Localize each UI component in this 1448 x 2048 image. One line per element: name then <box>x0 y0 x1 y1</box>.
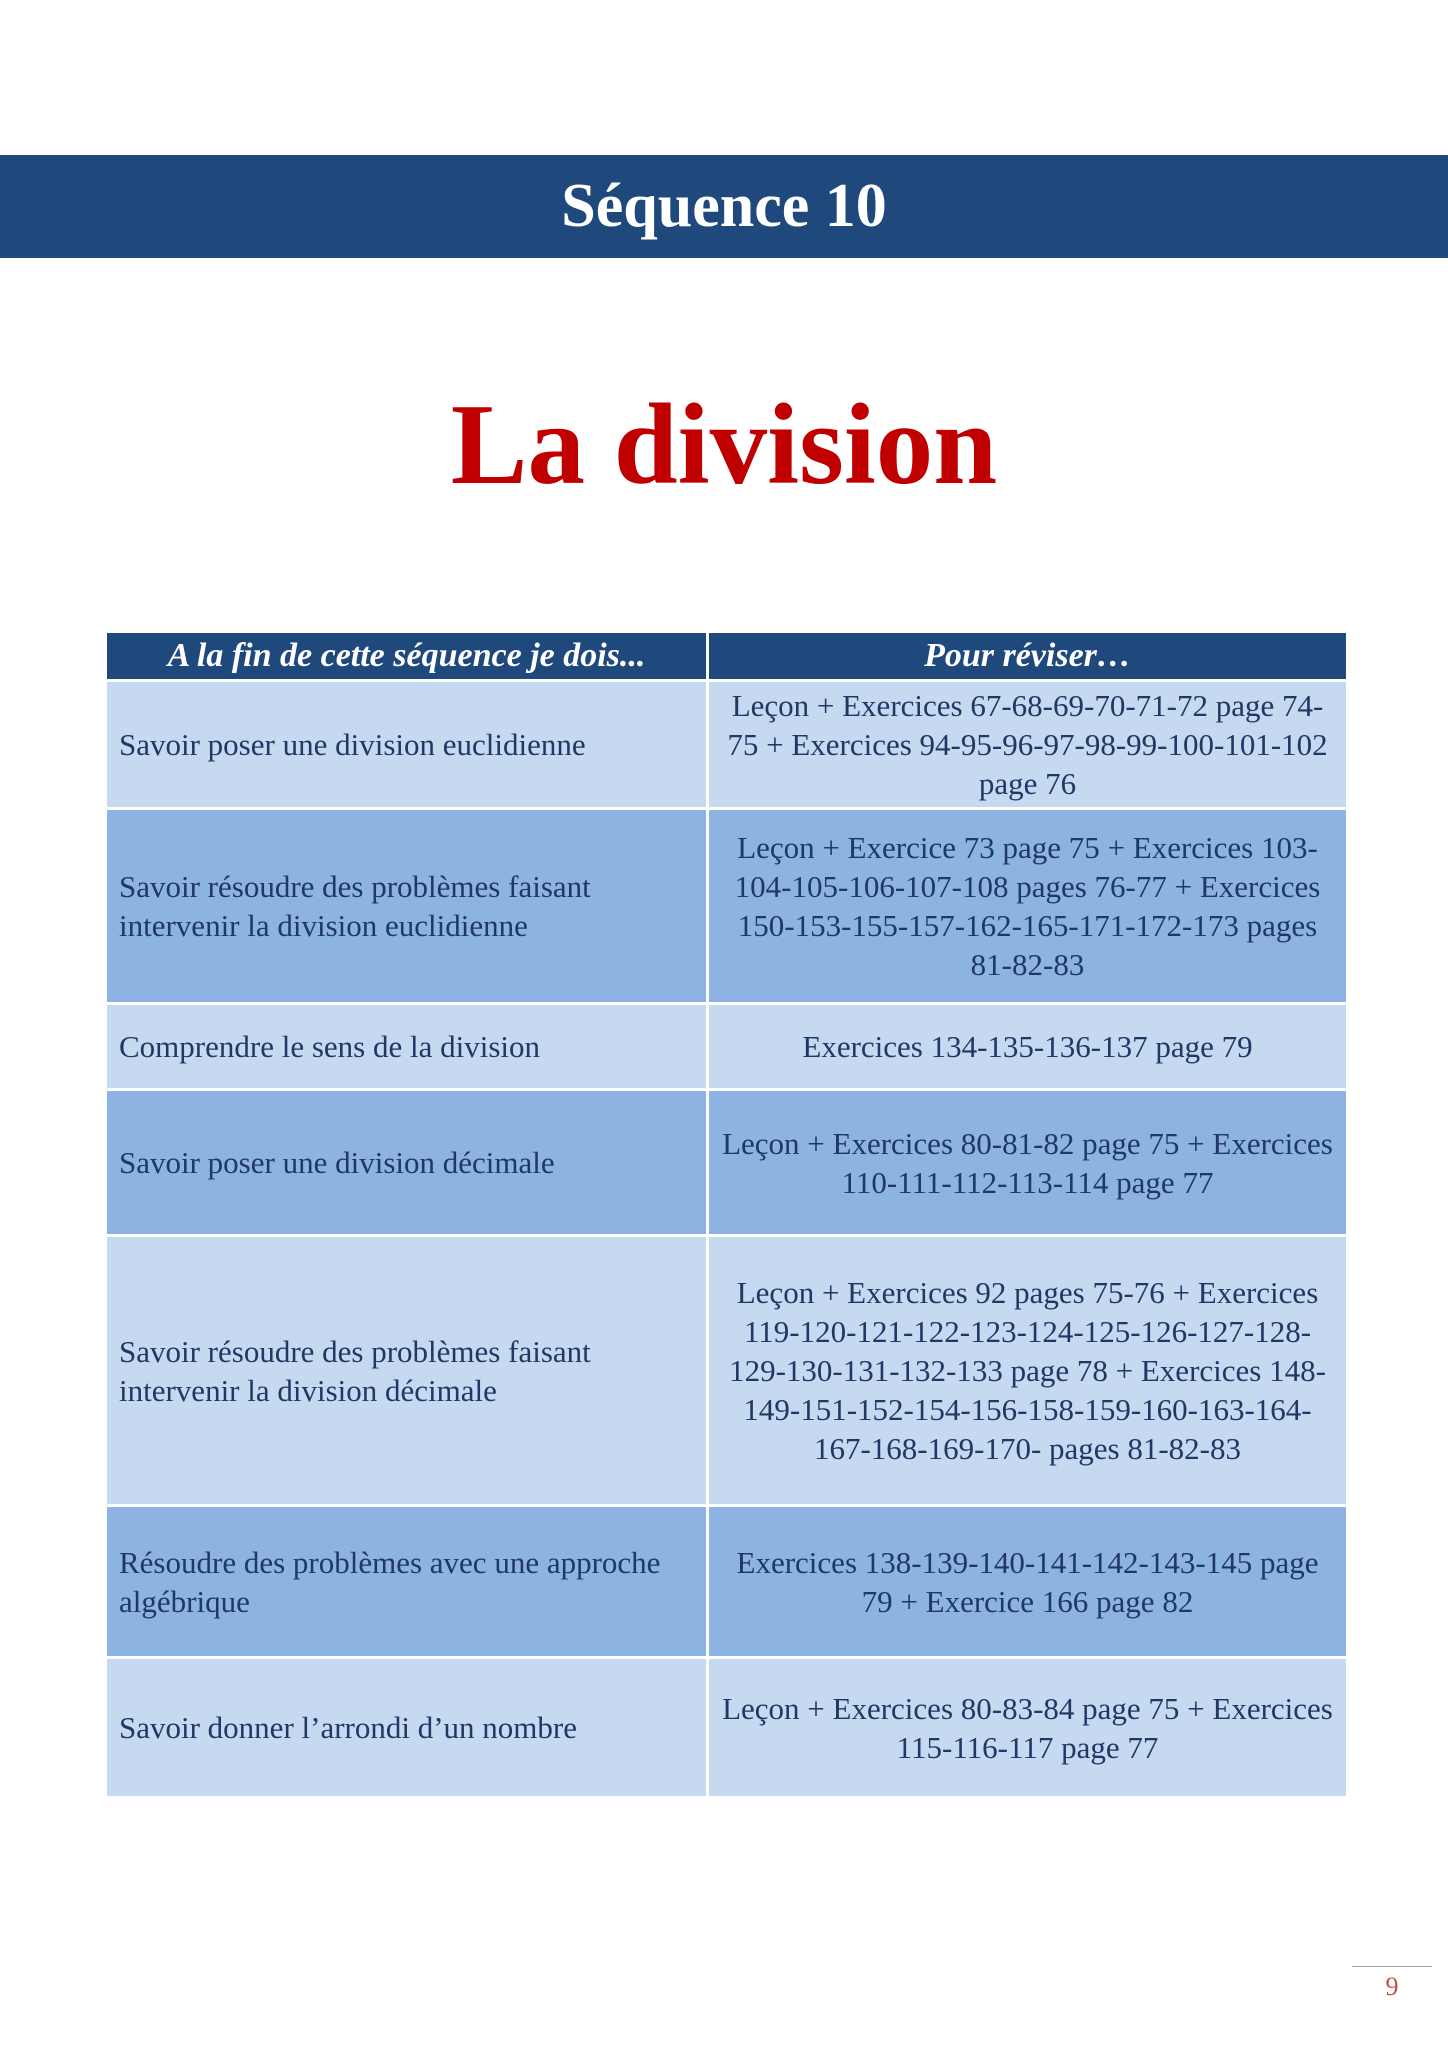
revise-cell: Leçon + Exercices 80-81-82 page 75 + Exercices 110-111-112-113-114 page 77 <box>708 1090 1348 1236</box>
revise-cell: Leçon + Exercices 67-68-69-70-71-72 page 74-75 + Exercices 94-95-96-97-98-99-100-101-102 page 76 <box>708 681 1348 809</box>
objective-cell: Savoir poser une division décimale <box>106 1090 708 1236</box>
revise-cell: Exercices 138-139-140-141-142-143-145 page 79 + Exercice 166 page 82 <box>708 1506 1348 1658</box>
footer-divider <box>1352 1966 1432 1967</box>
revise-cell: Leçon + Exercice 73 page 75 + Exercices 103-104-105-106-107-108 pages 76-77 + Exercices 150-153-155-157-162-165-171-172-173 pages 81-82-83 <box>708 809 1348 1004</box>
objective-cell: Savoir résoudre des problèmes faisant intervenir la division décimale <box>106 1236 708 1506</box>
table-row <box>106 1004 1348 1090</box>
revise-cell: Exercices 134-135-136-137 page 79 <box>708 1004 1348 1090</box>
header-objectives: A la fin de cette séquence je dois... <box>106 632 708 681</box>
sequence-label: Séquence 10 <box>561 172 887 240</box>
table-row <box>106 1506 1348 1658</box>
page-number: 9 <box>1385 1972 1399 2001</box>
table-row <box>106 681 1348 809</box>
table-row <box>106 1236 1348 1506</box>
sequence-banner <box>0 155 1448 258</box>
table-row <box>106 809 1348 1004</box>
revise-cell: Leçon + Exercices 80-83-84 page 75 + Exercices 115-116-117 page 77 <box>708 1658 1348 1798</box>
table-header-row <box>106 632 1348 681</box>
objective-cell: Résoudre des problèmes avec une approche algébrique <box>106 1506 708 1658</box>
page-title: La division <box>450 381 998 508</box>
table-row <box>106 1658 1348 1798</box>
header-revise: Pour réviser… <box>708 632 1348 681</box>
objective-cell: Savoir donner l’arrondi d’un nombre <box>106 1658 708 1798</box>
objective-cell: Savoir résoudre des problèmes faisant intervenir la division euclidienne <box>106 809 708 1004</box>
objectives-table <box>104 630 1349 1799</box>
objective-cell: Comprendre le sens de la division <box>106 1004 708 1090</box>
objective-cell: Savoir poser une division euclidienne <box>106 681 708 809</box>
table-row <box>106 1090 1348 1236</box>
revise-cell: Leçon + Exercices 92 pages 75-76 + Exercices 119-120-121-122-123-124-125-126-127-128-129-130-131-132-133 page 78 + Exercices 148-149-151-152-154-156-158-159-160-163-164-167-168-169-170- pages 81-82-83 <box>708 1236 1348 1506</box>
